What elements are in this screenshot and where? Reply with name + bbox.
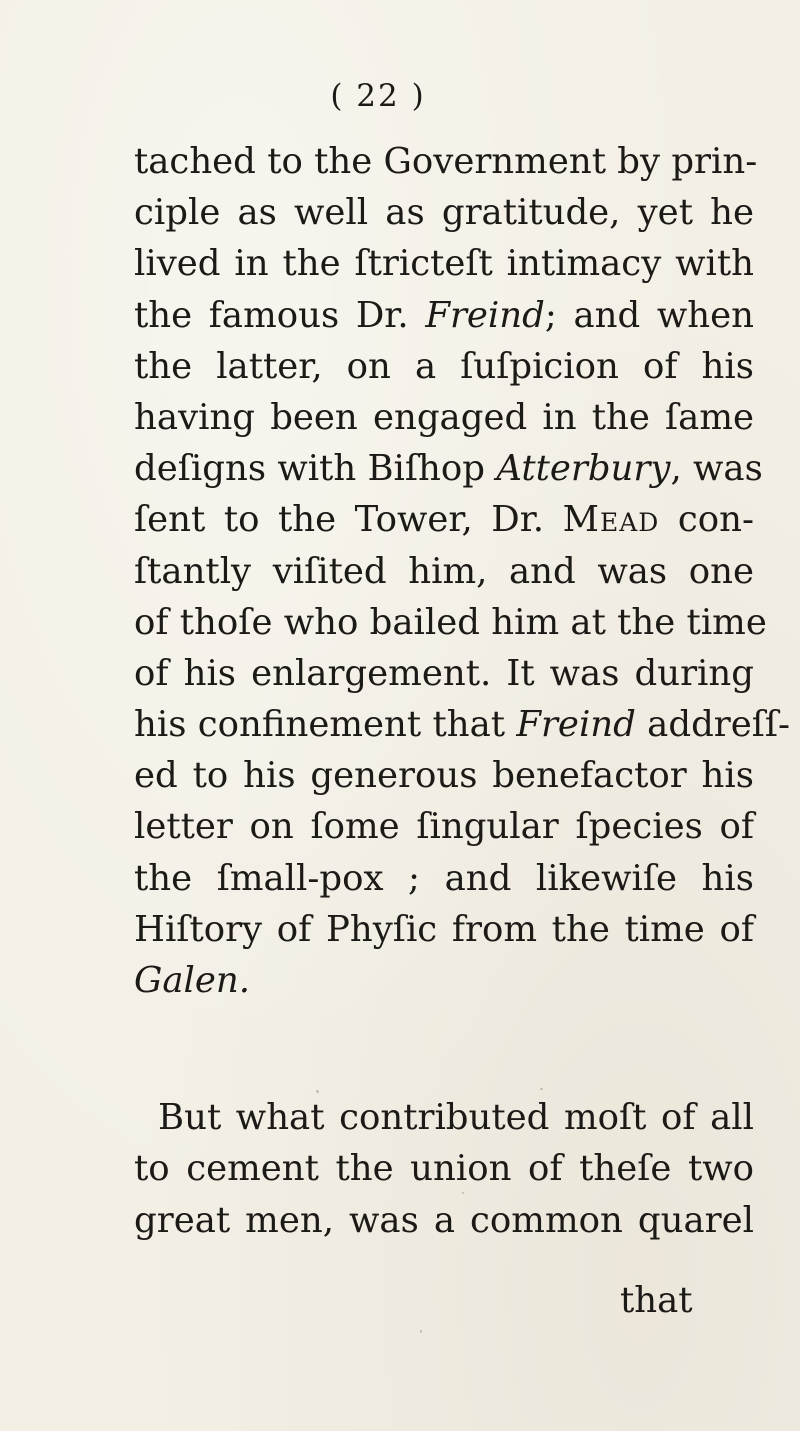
paragraph	[134, 136, 791, 1006]
catchword: that	[620, 1280, 693, 1321]
text-line: of his enlargement. It was during	[134, 652, 754, 694]
italic-text: Atterbury	[496, 448, 671, 490]
body-text	[134, 136, 791, 1246]
text-line: ſtantly viſited him, and was one	[134, 550, 754, 592]
text-line: of thoſe who bailed him at the time	[134, 601, 767, 643]
text-line	[134, 955, 754, 1006]
text-line: lived in the ſtricteſt intimacy with	[134, 243, 754, 285]
paper-speck	[420, 1330, 422, 1333]
text-line: ed to his generous benefactor his	[134, 755, 754, 797]
page-number: ( 22 )	[330, 78, 426, 114]
text-line: deſigns with Biſhop Atterbury, was	[134, 448, 763, 490]
text-line: ciple as well as gratitude, yet he	[134, 192, 754, 234]
text-line: the famous Dr. Freind; and when	[134, 294, 754, 336]
italic-text: Galen.	[134, 960, 251, 1001]
text-line: the ſmall-pox ; and likewiſe his	[134, 857, 754, 899]
italic-text: Freind	[516, 704, 636, 746]
paper-speck	[462, 1192, 464, 1194]
text-line: But what contributed moſt of all	[158, 1097, 754, 1139]
text-line: having been engaged in the ſame	[134, 396, 754, 438]
text-line: to cement the union of theſe two	[134, 1148, 754, 1190]
italic-text: Freind	[425, 294, 545, 336]
text-line: Hiſtory of Phyſic from the time of	[134, 908, 754, 950]
paragraph-gap	[134, 1006, 754, 1092]
paper-speck	[540, 1088, 543, 1090]
text-line: the latter, on a ſuſpicion of his	[134, 345, 754, 387]
text-line: letter on ſome ſingular ſpecies of	[134, 806, 754, 848]
paper-speck	[316, 1090, 319, 1093]
text-line: his confinement that Freind addreſſ-	[134, 704, 791, 746]
text-line: ſent to the Tower, Dr. Mead con-	[134, 499, 754, 541]
small-caps-text: Mead	[562, 499, 660, 541]
text-line: tached to the Government by prin-	[134, 141, 758, 182]
paragraph	[134, 1092, 754, 1246]
text-line: great men, was a common quarel	[134, 1199, 754, 1241]
